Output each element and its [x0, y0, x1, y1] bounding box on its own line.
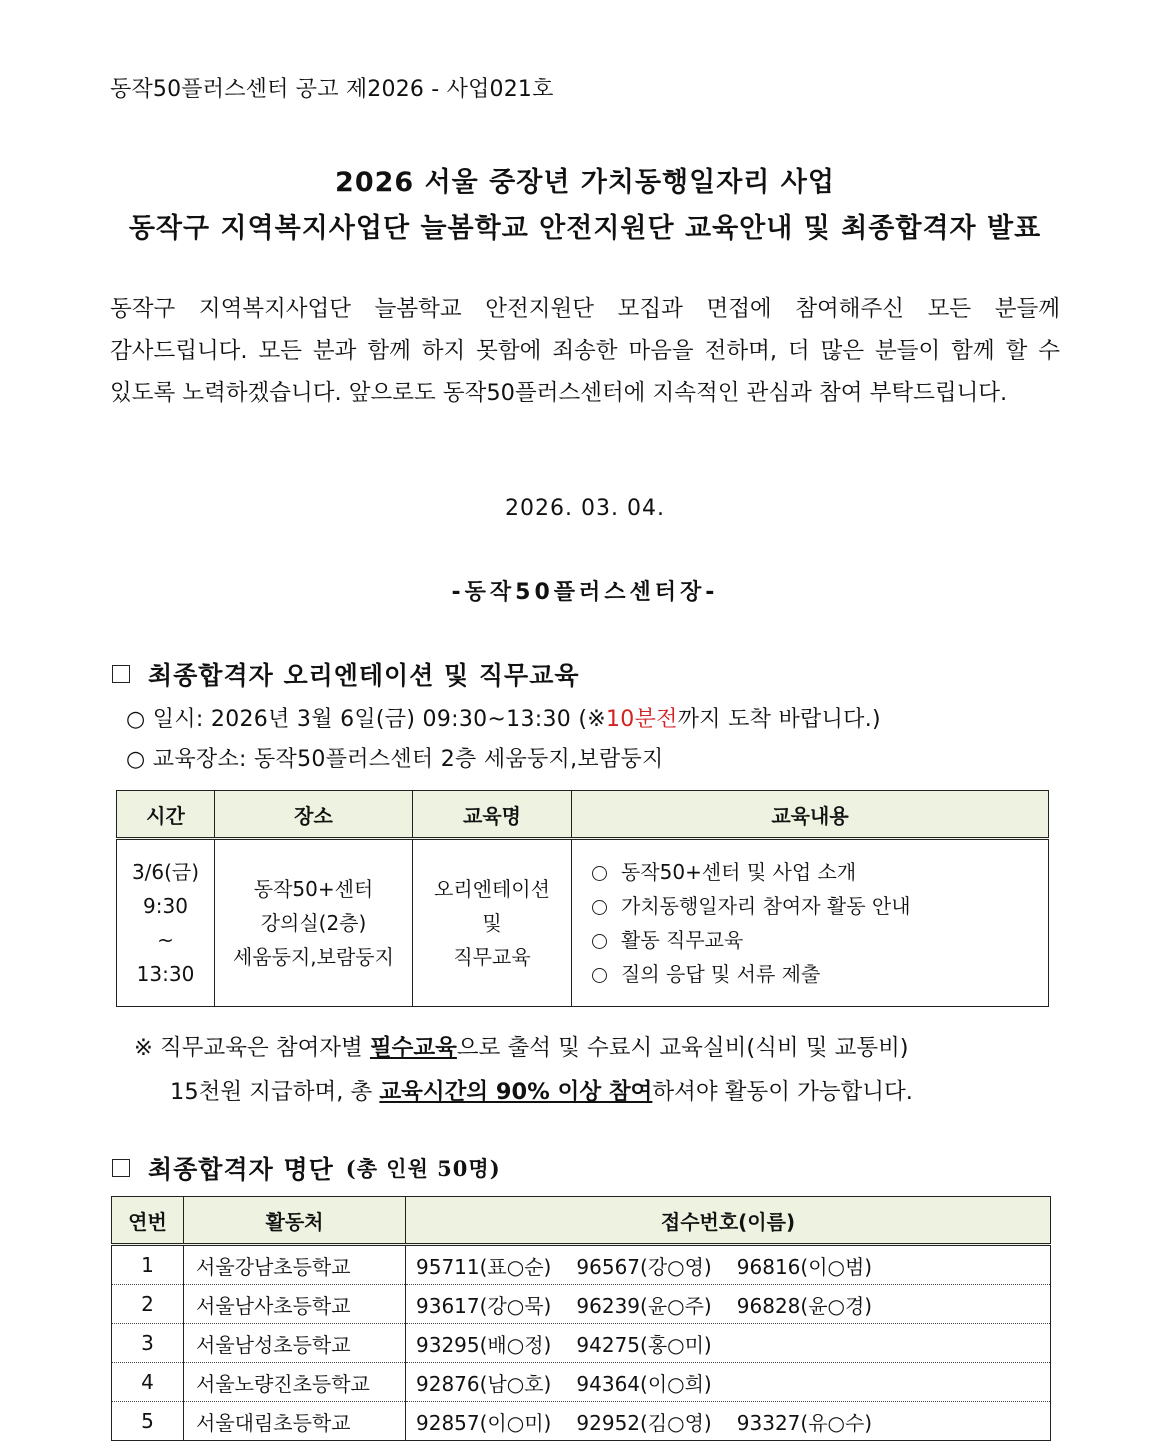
table-row [112, 1245, 1051, 1285]
course-line: 및 [482, 911, 502, 935]
section-orientation-heading [112, 656, 580, 692]
place-line: 세움둥지,보람둥지 [233, 945, 394, 969]
section-list-count: (총 인원 50명) [345, 1156, 501, 1181]
cell-time [117, 839, 215, 1007]
note-text: 하셔야 활동이 가능합니다. [652, 1079, 913, 1105]
cell-place [215, 839, 413, 1007]
row-school: 서울대림초등학교 [184, 1402, 406, 1441]
time-date: 3/6(금) [131, 860, 200, 884]
content-text: 가치동행일자리 참여자 활동 안내 [621, 894, 911, 918]
course-line: 직무교육 [453, 945, 531, 969]
header-time: 시간 [117, 791, 215, 839]
checkbox-square-icon [112, 1159, 130, 1177]
note-text: 15천원 지급하며, 총 [170, 1079, 380, 1105]
note-text: 으로 출석 및 수료시 교육실비(식비 및 교통비) [456, 1035, 909, 1061]
row-receipts: 93295(배○정) 94275(홍○미) [406, 1324, 1051, 1363]
row-number: 3 [112, 1324, 184, 1363]
row-receipts: 95711(표○순) 96567(강○영) 96816(이○범) [406, 1245, 1051, 1285]
circle-bullet-icon [592, 900, 607, 915]
circle-bullet-icon [592, 968, 607, 983]
passer-table-header [112, 1197, 1051, 1245]
header-number: 연번 [112, 1197, 184, 1245]
header-course: 교육명 [413, 791, 572, 839]
content-text: 활동 직무교육 [621, 928, 744, 952]
schedule-text: ○ 일시: 2026년 3월 6일(금) 09:30~13:30 (※ [126, 707, 606, 732]
signature: -동작50플러스센터장- [451, 580, 719, 605]
schedule-line [126, 702, 881, 733]
section-list-title: 최종합격자 명단 [148, 1155, 334, 1184]
row-school: 서울노량진초등학교 [184, 1363, 406, 1402]
content-item [592, 855, 1047, 889]
schedule-suffix: 까지 도착 바랍니다.) [677, 707, 881, 732]
checkbox-square-icon [112, 665, 130, 683]
content-item [592, 889, 1047, 923]
row-receipts: 92876(남○호) 94364(이○희) [406, 1363, 1051, 1402]
time-start: 9:30 [143, 894, 188, 918]
section-orientation-title: 최종합격자 오리엔테이션 및 직무교육 [148, 661, 580, 690]
notice-number: 동작50플러스센터 공고 제2026 - 사업021호 [110, 77, 554, 102]
row-school: 서울남사초등학교 [184, 1285, 406, 1324]
place-line: 동작50+센터 [253, 877, 374, 901]
table-row [112, 1285, 1051, 1324]
note-line-1 [134, 1026, 1058, 1070]
row-number: 4 [112, 1363, 184, 1402]
note-line-2 [134, 1070, 1058, 1114]
table-row [112, 1324, 1051, 1363]
course-line: 오리엔테이션 [434, 877, 550, 901]
intro-paragraph: 동작구 지역복지사업단 늘봄학교 안전지원단 모집과 면접에 참여해주신 모든 분들께 감사드립니다. 모든 분과 함께 하지 못함에 죄송한 마음을 전하며, 더 많은 분들이 함께 할 수 있도록 노력하겠습니다. 앞으로도 동작50플러스센터에 지속적인 관심과 참여 부탁드립니다. [110, 296, 1060, 406]
education-table-row [117, 839, 1049, 1007]
header-content: 교육내용 [572, 791, 1049, 839]
row-school: 서울남성초등학교 [184, 1324, 406, 1363]
section-list-heading [112, 1150, 501, 1186]
header-receipt: 접수번호(이름) [406, 1197, 1051, 1245]
circle-bullet-icon [592, 866, 607, 881]
note-emphasis: 필수교육 [369, 1035, 457, 1061]
content-item [592, 923, 1047, 957]
circle-bullet-icon [592, 934, 607, 949]
table-row [112, 1363, 1051, 1402]
table-row [112, 1402, 1051, 1441]
header-place: 장소 [215, 791, 413, 839]
note-emphasis: 교육시간의 90% 이상 참여 [379, 1079, 653, 1105]
cell-course [413, 839, 572, 1007]
note-text: ※ 직무교육은 참여자별 [134, 1035, 370, 1061]
place-line: 강의실(2층) [260, 911, 367, 935]
row-receipts: 93617(강○묵) 96239(윤○주) 96828(윤○경) [406, 1285, 1051, 1324]
announcement-date: 2026. 03. 04. [505, 496, 665, 521]
row-number: 1 [112, 1245, 184, 1285]
time-tilde: ~ [157, 928, 174, 952]
venue-line: ○ 교육장소: 동작50플러스센터 2층 세움둥지,보람둥지 [126, 747, 664, 772]
training-note [134, 1026, 1058, 1114]
title-line-2: 동작구 지역복지사업단 늘봄학교 안전지원단 교육안내 및 최종합격자 발표 [128, 213, 1042, 244]
content-item [592, 957, 1047, 991]
row-number: 2 [112, 1285, 184, 1324]
education-table-header [117, 791, 1049, 839]
row-number: 5 [112, 1402, 184, 1441]
cell-content [572, 839, 1049, 1007]
header-workplace: 활동처 [184, 1197, 406, 1245]
arrival-time-highlight: 10분전 [605, 707, 678, 732]
education-table [116, 790, 1049, 1007]
row-school: 서울강남초등학교 [184, 1245, 406, 1285]
title-line-1: 2026 서울 중장년 가치동행일자리 사업 [335, 167, 835, 198]
content-text: 동작50+센터 및 사업 소개 [621, 860, 857, 884]
content-text: 질의 응답 및 서류 제출 [621, 962, 821, 986]
row-receipts: 92857(이○미) 92952(김○영) 93327(유○수) [406, 1402, 1051, 1441]
time-end: 13:30 [136, 962, 195, 986]
passer-list-table [111, 1196, 1051, 1441]
